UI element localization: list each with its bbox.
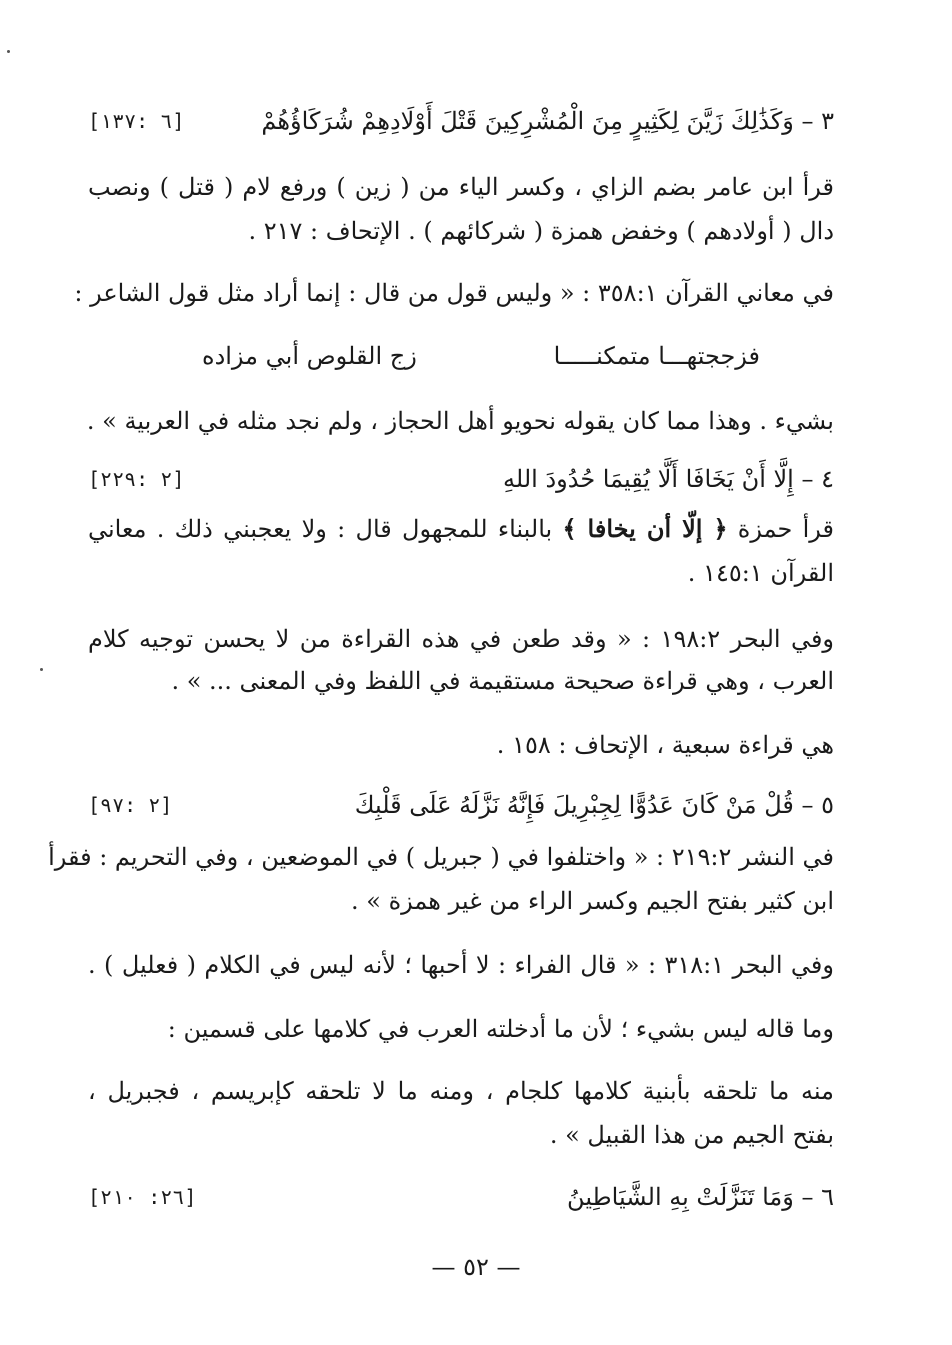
commentary-line: بشيء . وهذا مما كان يقوله نحويو أهل الحجاز ، ولم نجد مثله في العربية » . — [86, 407, 834, 435]
commentary-line: قرأ ابن عامر بضم الزاي ، وكسر الياء من ( زين ) ورفع لام ( قتل ) ونصب — [88, 173, 834, 201]
verse-row-6 — [88, 1178, 834, 1218]
verse-reference-5: [٢ :٩٧] — [88, 793, 173, 817]
commentary-line: وفي البحر ٣١٨:١ : « قال الفراء : لا أحبها ؛ لأنه ليس في الكلام ( فعليل ) . — [88, 951, 834, 979]
quran-verse-6: ٦ – وَمَا تَنَزَّلَتْ بِهِ الشَّيَاطِينُ — [567, 1183, 834, 1211]
quran-verse-5: ٥ – قُلْ مَنْ كَانَ عَدُوًّا لِجِبْرِيلَ فَإِنَّهُ نَزَّلَهُ عَلَى قَلْبِكَ — [354, 791, 834, 819]
poem-hemistich-right: فزججتهـــا متمكنـــــا — [553, 342, 760, 370]
verse-row-5 — [88, 786, 834, 826]
commentary-line: القرآن ١٤٥:١ . — [687, 559, 834, 587]
commentary-line: منه ما تلحقه بأبنية كلامها كلجام ، ومنه ما لا تلحقه كإبريسم ، فجبريل ، — [88, 1077, 834, 1105]
verse-reference-3: [٦ :١٣٧] — [88, 109, 185, 133]
commentary-line: وما قاله ليس بشيء ؛ لأن ما أدخلته العرب في كلامها على قسمين : — [167, 1015, 834, 1043]
quran-verse-3: ٣ – وَكَذَٰلِكَ زَيَّنَ لِكَثِيرٍ مِنَ الْمُشْرِكِينَ قَتْلَ أَوْلَادِهِمْ شُرَكَاؤُهُمْ — [261, 107, 834, 135]
scan-speck — [7, 50, 10, 53]
page-number: — ٥٢ — — [431, 1253, 521, 1281]
commentary-line: وفي البحر ١٩٨:٢ : « وقد طعن في هذه القراءة من لا يحسن توجيه كلام — [88, 625, 835, 653]
commentary-line: دال ( أولادهم ) وخفض همزة ( شركائهم ) . الإتحاف : ٢١٧ . — [248, 217, 834, 245]
commentary-line — [88, 512, 834, 546]
commentary-text: بالبناء للمجهول قال : ولا يعجبني ذلك . معاني — [88, 515, 563, 543]
commentary-line: ابن كثير بفتح الجيم وكسر الراء من غير همزة » . — [351, 887, 834, 915]
quoted-reading: ﴿ إلّا أن يخافا ﴾ — [562, 514, 728, 543]
verse-reference-6: [٢٦: ٢١٠] — [88, 1185, 197, 1209]
commentary-line: في النشر ٢١٩:٢ : « واختلفوا في ( جبريل ) في الموضعين ، وفي التحريم : فقرأ — [48, 843, 834, 871]
commentary-line: العرب ، وهي قراءة صحيحة مستقيمة في اللفظ وفي المعنى ... » . — [171, 667, 834, 695]
verse-reference-4: [٢ :٢٢٩] — [88, 467, 185, 491]
commentary-text: قرأ حمزة — [727, 515, 834, 543]
commentary-line: هي قراءة سبعية ، الإتحاف : ١٥٨ . — [496, 731, 834, 759]
poem-hemistich-left: زج القلوص أبي مزاده — [202, 342, 417, 370]
scan-speck — [40, 668, 43, 671]
quran-verse-4: ٤ – إِلَّا أَنْ يَخَافَا أَلَّا يُقِيمَا حُدُودَ اللهِ — [503, 465, 834, 493]
verse-row-4 — [88, 460, 834, 500]
verse-row-3 — [88, 102, 834, 142]
commentary-line: في معاني القرآن ٣٥٨:١ : « وليس قول من قال : إنما أراد مثل قول الشاعر : — [74, 279, 834, 307]
commentary-line: بفتح الجيم من هذا القبيل » . — [549, 1121, 834, 1149]
